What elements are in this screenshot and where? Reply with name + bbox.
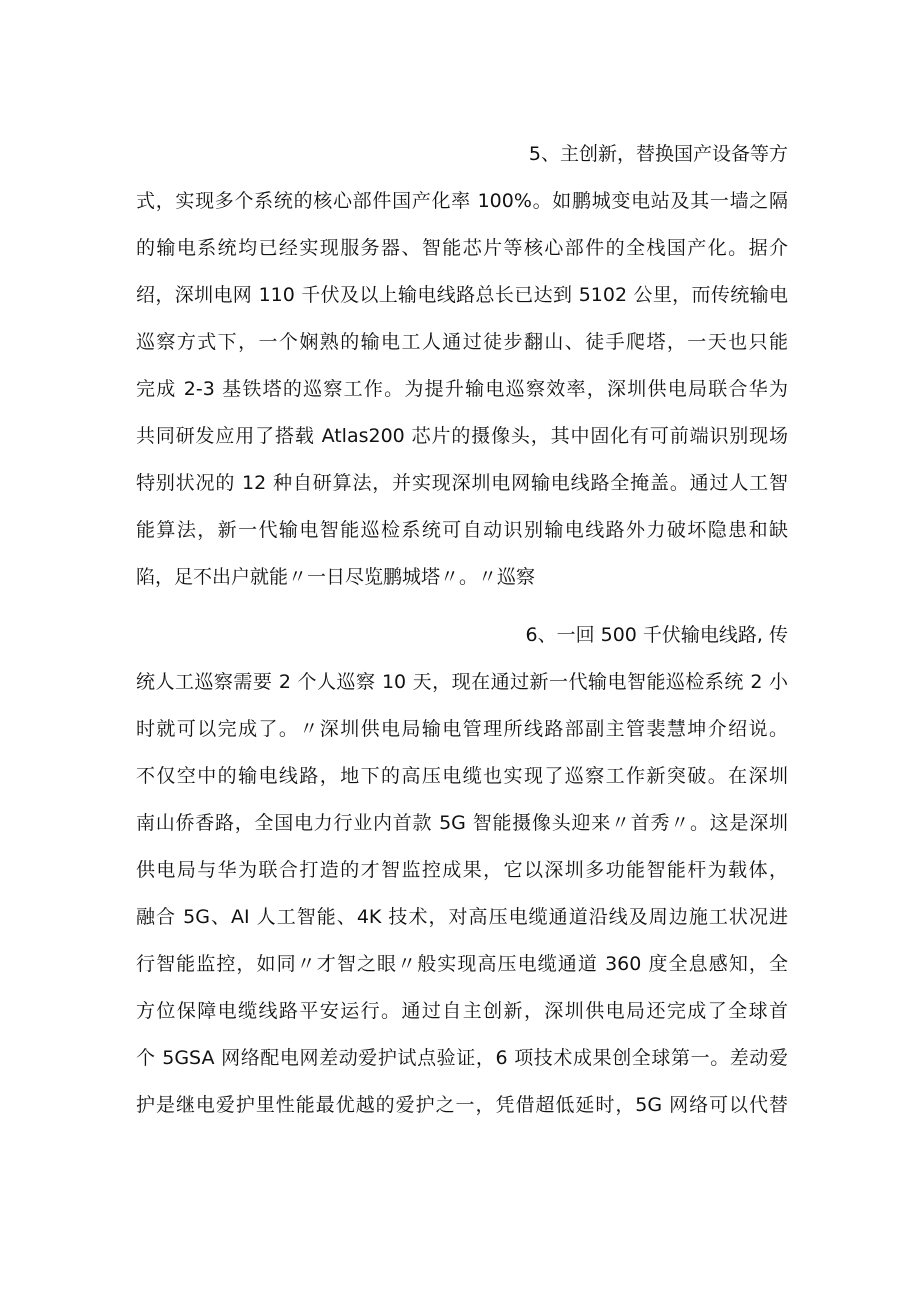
text-line: 个 5GSA 网络配电网差动爱护试点验证，6 项技术成果创全球第一。差动爱: [136, 1047, 788, 1069]
text-line: 护是继电爱护里性能最优越的爱护之一，凭借超低延时，5G 网络可以代替: [136, 1094, 788, 1116]
paragraph-5-heading-line: 5、主创新，替换国产设备等方: [528, 143, 788, 165]
text-line: 行智能监控，如同〃才智之眼〃般实现高压电缆通道 360 度全息感知，全: [136, 953, 788, 975]
text-line: 时就可以完成了。〃深圳供电局输电管理所线路部副主管裴慧坤介绍说。: [136, 718, 788, 740]
paragraph-6-heading-line: 6、一回 500 千伏输电线路, 传: [525, 624, 788, 646]
text-line: 共同研发应用了搭载 Atlas200 芯片的摄像头，其中固化有可前端识别现场: [136, 425, 788, 447]
text-line: 能算法，新一代输电智能巡检系统可自动识别输电线路外力破坏隐患和缺: [136, 519, 788, 541]
text-line: 特别状况的 12 种自研算法，并实现深圳电网输电线路全掩盖。通过人工智: [136, 472, 788, 494]
text-line: 供电局与华为联合打造的才智监控成果，它以深圳多功能智能杆为载体，: [136, 859, 788, 881]
text-line: 完成 2-3 基铁塔的巡察工作。为提升输电巡察效率，深圳供电局联合华为: [136, 378, 788, 400]
text-line: 绍，深圳电网 110 千伏及以上输电线路总长已达到 5102 公里，而传统输电: [136, 284, 788, 306]
text-line: 统人工巡察需要 2 个人巡察 10 天，现在通过新一代输电智能巡检系统 2 小: [136, 671, 788, 693]
text-line: 陷，足不出户就能〃一日尽览鹏城塔〃。〃巡察: [136, 566, 536, 588]
text-line: 的输电系统均已经实现服务器、智能芯片等核心部件的全栈国产化。据介: [136, 237, 788, 259]
text-line: 融合 5G、AI 人工智能、4K 技术，对高压电缆通道沿线及周边施工状况进: [136, 906, 788, 928]
text-line: 巡察方式下，一个娴熟的输电工人通过徒步翻山、徒手爬塔，一天也只能: [136, 331, 788, 353]
text-line: 方位保障电缆线路平安运行。通过自主创新，深圳供电局还完成了全球首: [136, 1000, 788, 1022]
text-line: 式，实现多个系统的核心部件国产化率 100%。如鹏城变电站及其一墙之隔: [136, 190, 788, 212]
text-line: 南山侨香路，全国电力行业内首款 5G 智能摄像头迎来〃首秀〃。这是深圳: [136, 812, 788, 834]
text-line: 不仅空中的输电线路，地下的高压电缆也实现了巡察工作新突破。在深圳: [136, 765, 788, 787]
